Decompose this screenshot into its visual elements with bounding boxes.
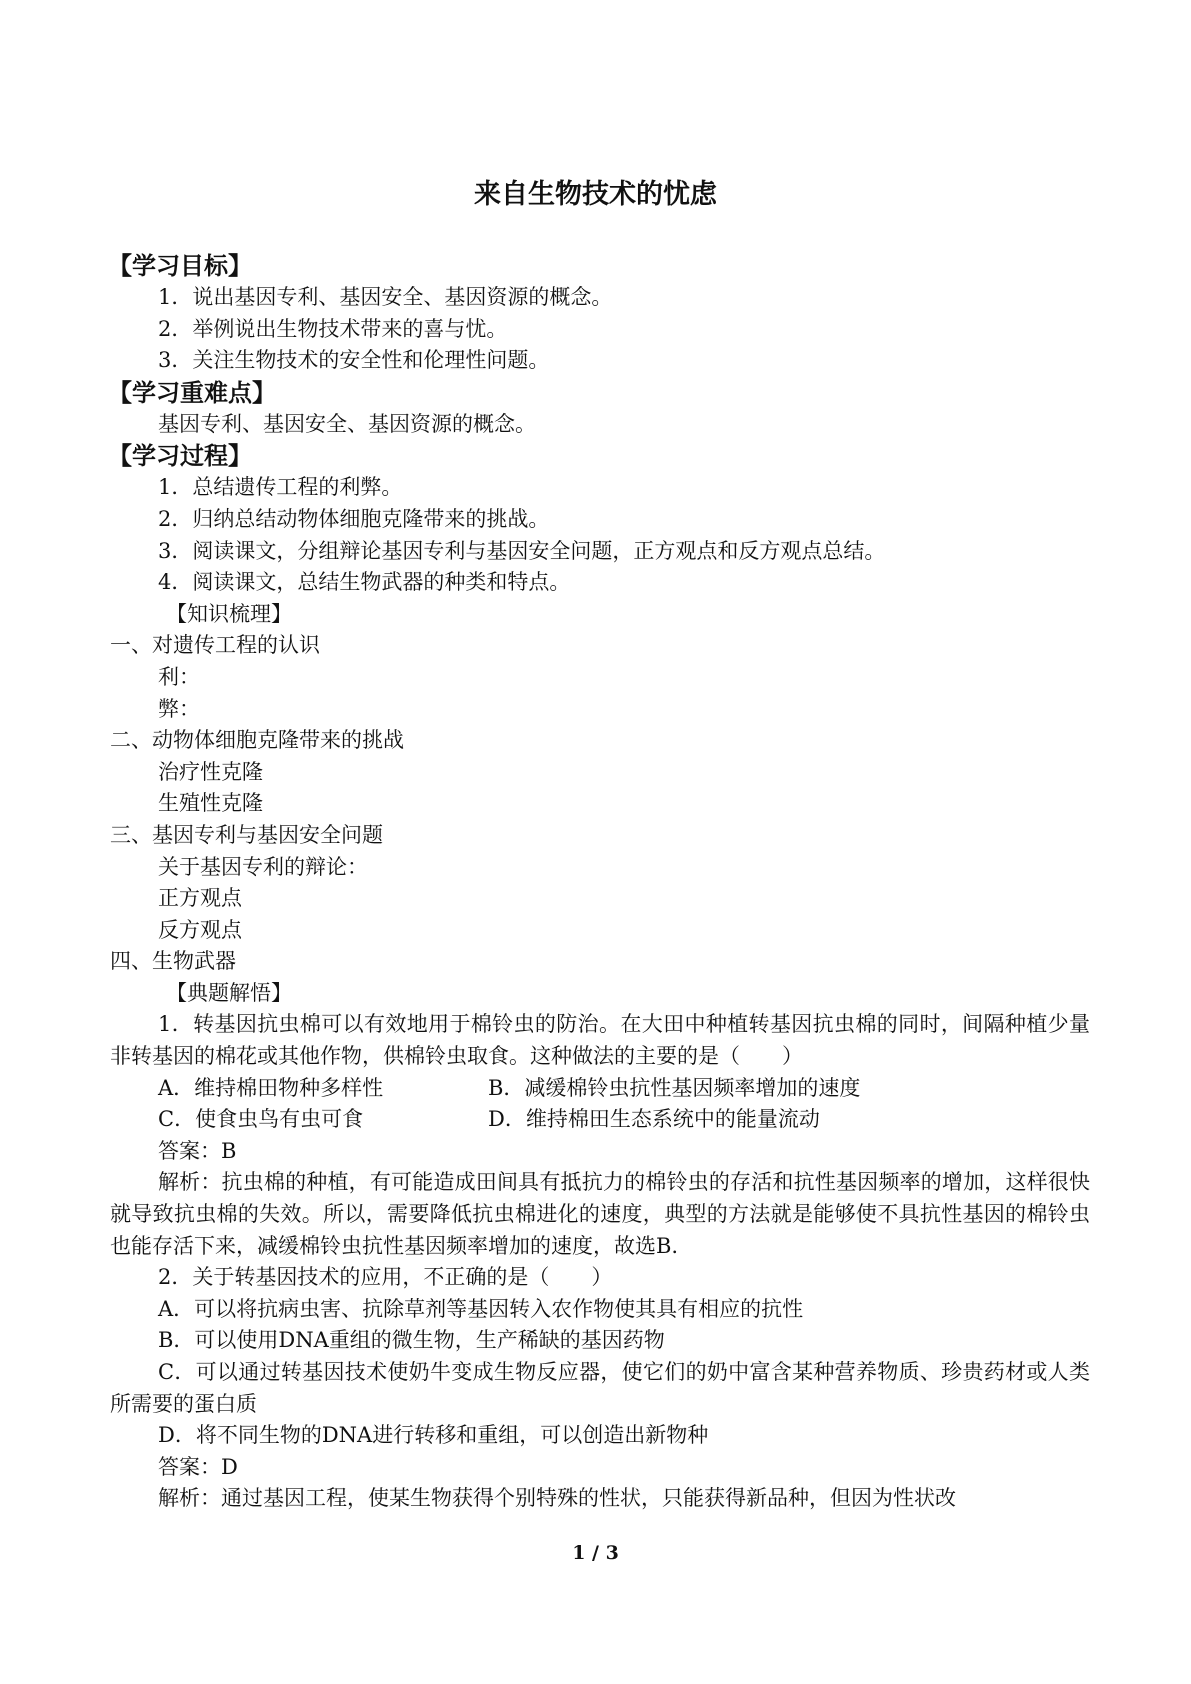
option-b: B．可以使用DNA重组的微生物，生产稀缺的基因药物 [158, 1328, 665, 1353]
document-body [110, 250, 1090, 1515]
page-number: 1 / 3 [572, 1542, 619, 1564]
question-1-stem: 1．转基因抗虫棉可以有效地用于棉铃虫的防治。在大田中种植转基因抗虫棉的同时，间隔种植少量非转基因的棉花或其他作物，供棉铃虫取食。这种做法的主要的是（ ） [110, 1012, 1090, 1069]
knowledge-sub: 关于基因专利的辩论： [158, 854, 368, 879]
goal-item: 2．举例说出生物技术带来的喜与忧。 [158, 316, 508, 341]
knowledge-heading: 【知识梳理】 [166, 601, 292, 626]
key-points-text: 基因专利、基因安全、基因资源的概念。 [158, 411, 536, 436]
knowledge-sub: 治疗性克隆 [158, 759, 263, 784]
section-heading-key-points: 【学习重难点】 [108, 378, 276, 407]
question-1-answer: 答案：B [158, 1138, 237, 1163]
knowledge-sub: 正方观点 [158, 886, 242, 911]
knowledge-sub: 利： [158, 664, 200, 689]
goal-item: 1．说出基因专利、基因安全、基因资源的概念。 [158, 285, 613, 309]
option-d: D．维持棉田生态系统中的能量流动 [488, 1107, 820, 1132]
process-item: 1．总结遗传工程的利弊。 [158, 475, 403, 500]
question-2-answer: 答案：D [158, 1454, 238, 1479]
process-item: 2．归纳总结动物体细胞克隆带来的挑战。 [158, 506, 550, 531]
option-c: C．可以通过转基因技术使奶牛变成生物反应器，使它们的奶中富含某种营养物质、珍贵药材或人类所需要的蛋白质 [110, 1360, 1090, 1416]
examples-heading: 【典题解悟】 [166, 980, 292, 1005]
knowledge-item-1: 一、对遗传工程的认识 [110, 633, 320, 658]
option-a: A．可以将抗病虫害、抗除草剂等基因转入农作物使其具有相应的抗性 [158, 1296, 804, 1321]
option-b: B．减缓棉铃虫抗性基因频率增加的速度 [488, 1075, 861, 1100]
process-item: 3．阅读课文，分组辩论基因专利与基因安全问题，正方观点和反方观点总结。 [158, 538, 886, 563]
question-2-stem: 2．关于转基因技术的应用，不正确的是（ ） [158, 1265, 613, 1290]
question-2-analysis: 解析：通过基因工程，使某生物获得个别特殊的性状，只能获得新品种，但因为性状改 [158, 1486, 956, 1511]
knowledge-sub: 生殖性克隆 [158, 791, 263, 816]
option-c: C．使食虫鸟有虫可食 [158, 1107, 364, 1132]
knowledge-item-4: 四、生物武器 [110, 949, 236, 974]
page-title: 来自生物技术的忧虑 [474, 179, 717, 210]
knowledge-sub: 反方观点 [158, 917, 242, 942]
question-1-options-row-1 [110, 1073, 1090, 1105]
process-item: 4．阅读课文，总结生物武器的种类和特点。 [158, 570, 571, 595]
option-d: D．将不同生物的DNA进行转移和重组，可以创造出新物种 [158, 1423, 709, 1448]
section-heading-process: 【学习过程】 [108, 442, 252, 471]
option-a: A．维持棉田物种多样性 [158, 1075, 384, 1100]
knowledge-item-2: 二、动物体细胞克隆带来的挑战 [110, 728, 404, 753]
knowledge-sub: 弊： [158, 696, 200, 721]
question-1-options-row-2 [110, 1104, 1090, 1136]
question-1-analysis: 解析：抗虫棉的种植，有可能造成田间具有抵抗力的棉铃虫的存活和抗性基因频率的增加，这样很快就导致抗虫棉的失效。所以，需要降低抗虫棉进化的速度，典型的方法就是能够使不具抗性基因的棉铃虫也能存活下来，减缓棉铃虫抗性基因频率增加的速度，故选B. [110, 1170, 1090, 1258]
goal-item: 3．关注生物技术的安全性和伦理性问题。 [158, 348, 550, 373]
section-heading-goals: 【学习目标】 [108, 252, 252, 280]
knowledge-item-3: 三、基因专利与基因安全问题 [110, 822, 383, 847]
